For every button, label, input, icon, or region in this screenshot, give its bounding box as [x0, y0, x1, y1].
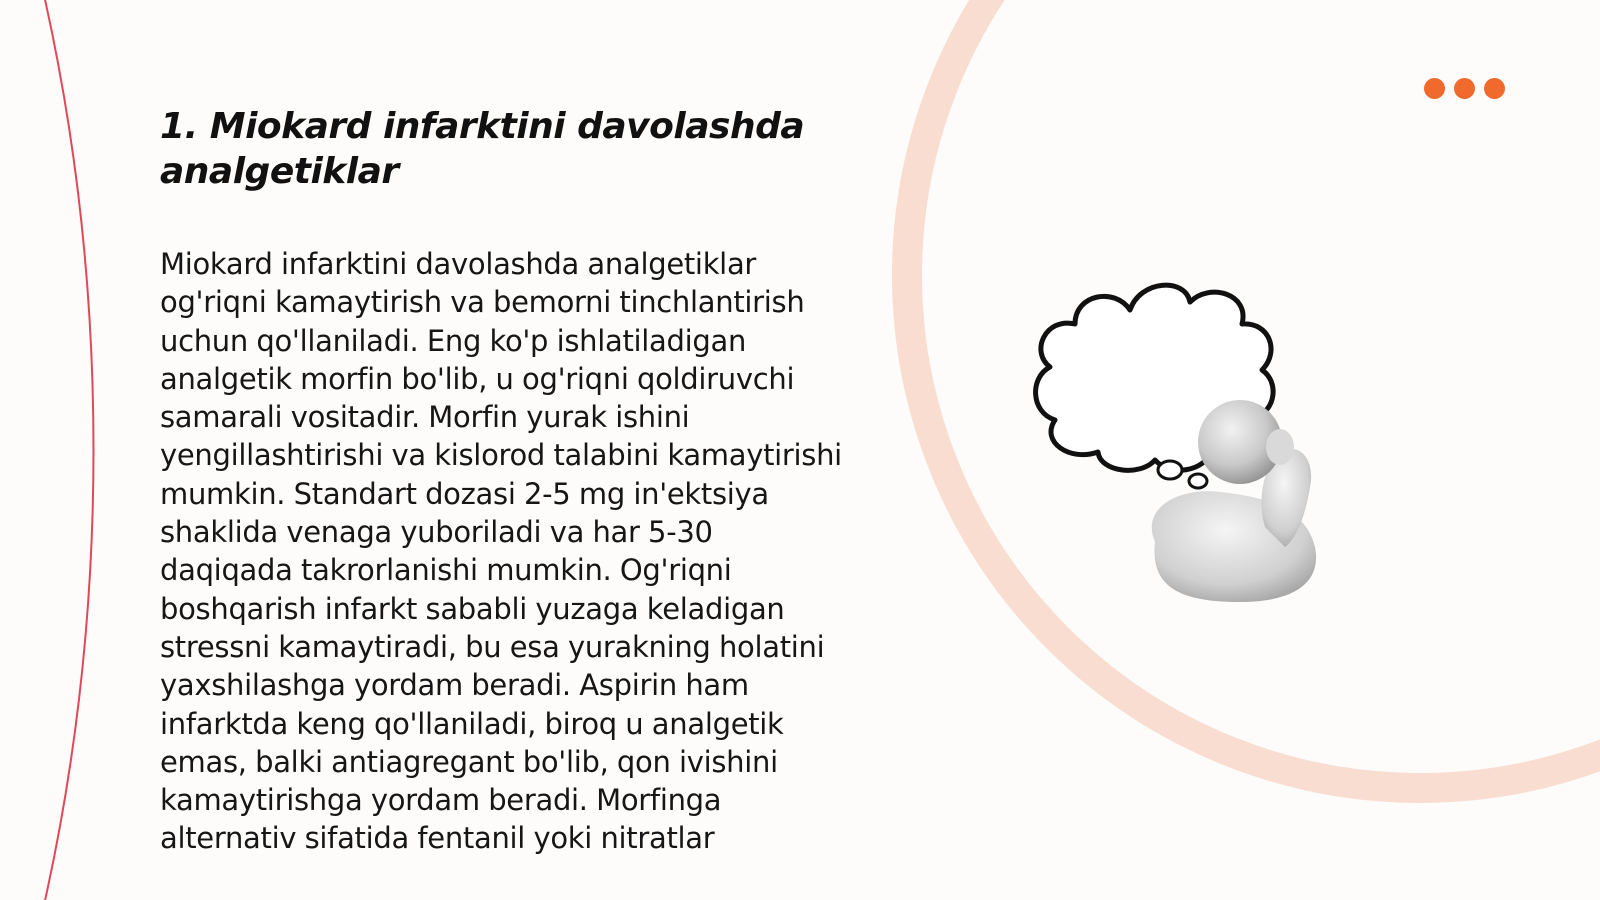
thought-bubble-tiny — [1189, 474, 1207, 488]
figure-hand — [1266, 429, 1294, 465]
thought-bubble-small — [1158, 461, 1182, 479]
slide-title: 1. Miokard infarktini davolashda analgetiklar — [160, 106, 805, 192]
slide-body-text: Miokard infarktini davolashda analgetiklar og'riqni kamaytirish va bemorni tinchlantirish uchun qo'llaniladi. Eng ko'p ishlatiladigan analgetik morfin bo'lib, u og'riqni qoldiruvchi samarali vositadir. Morfin yurak ishini yengillashtirishi va kislorod talabini kamaytirishi mumkin. Standart dozasi 2-5 mg in'ektsiya shaklida venaga yuboriladi va har 5-30 daqiqada takrorlanishi mumkin. Og'riqni boshqarish infarkt sababli yuzaga keladigan stressni kamaytiradi, bu esa yurakning holatini yaxshilashga yordam beradi. Aspirin ham infarktda keng qo'llaniladi, biroq u analgetik emas, balki antiagregant bo'lib, qon ivishini kamaytirishga yordam beradi. Morfinga alternativ sifatida fentanil yoki nitratlar — [160, 247, 842, 856]
thinking-person-with-thought-bubble-icon — [1030, 272, 1350, 617]
left-curve-line — [44, 0, 94, 900]
dot-icon — [1424, 78, 1445, 99]
dot-icon — [1484, 78, 1505, 99]
more-dots — [1424, 78, 1505, 99]
dot-icon — [1454, 78, 1475, 99]
